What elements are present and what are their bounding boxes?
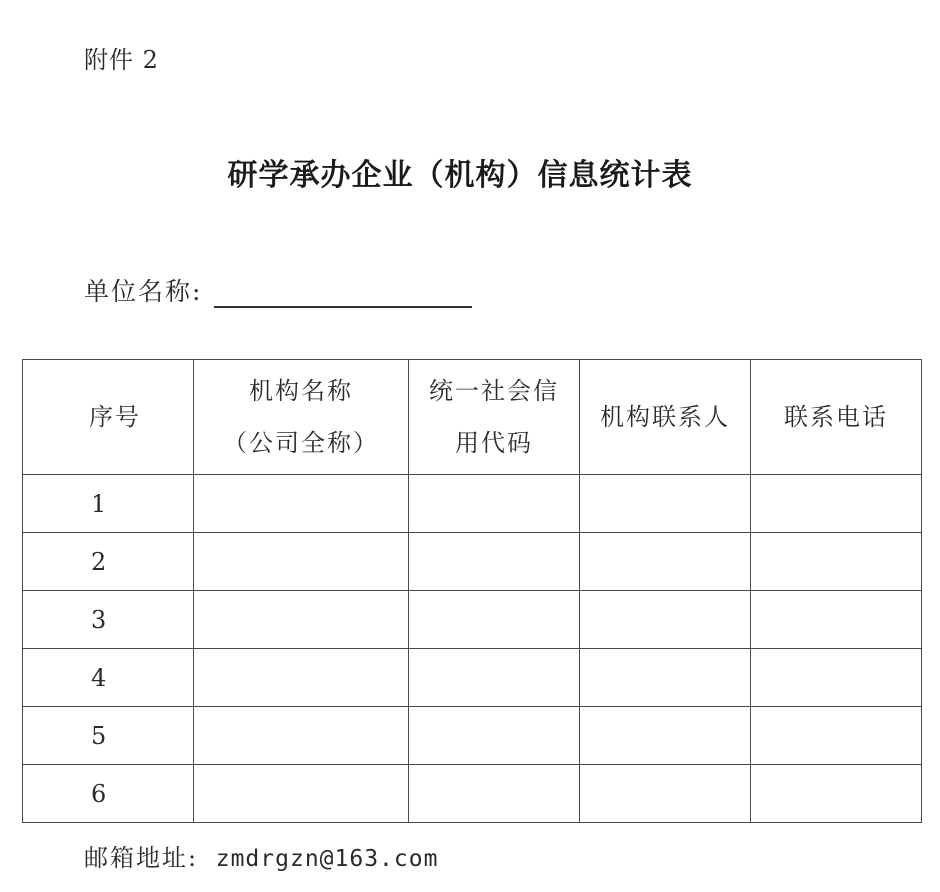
cell-credit-code	[409, 475, 580, 533]
header-org-name	[194, 360, 409, 475]
row-number: 3	[23, 591, 194, 649]
email-row	[84, 838, 438, 873]
attachment-label: 附件 2	[84, 46, 159, 74]
header-serial-number: 序号	[23, 360, 194, 475]
header-credit-code	[409, 360, 580, 475]
cell-credit-code	[409, 533, 580, 591]
table-row	[23, 707, 922, 765]
cell-org-name	[194, 707, 409, 765]
row-number: 4	[23, 649, 194, 707]
cell-phone	[751, 591, 922, 649]
table-row	[23, 475, 922, 533]
cell-contact-person	[580, 475, 751, 533]
table-row	[23, 765, 922, 823]
cell-org-name	[194, 475, 409, 533]
header-phone: 联系电话	[751, 360, 922, 475]
cell-org-name	[194, 765, 409, 823]
unit-name-label: 单位名称:	[84, 277, 203, 306]
table-header-row	[23, 360, 922, 475]
header-credit-code-line2: 用代码	[455, 429, 533, 457]
table-row	[23, 533, 922, 591]
cell-contact-person	[580, 707, 751, 765]
row-number: 2	[23, 533, 194, 591]
cell-phone	[751, 475, 922, 533]
row-number: 5	[23, 707, 194, 765]
cell-contact-person	[580, 591, 751, 649]
cell-phone	[751, 533, 922, 591]
email-label: 邮箱地址:	[84, 844, 199, 872]
cell-org-name	[194, 591, 409, 649]
info-table	[22, 359, 922, 823]
cell-contact-person	[580, 765, 751, 823]
page-title: 研学承办企业（机构）信息统计表	[227, 158, 693, 193]
header-org-name-line2: （公司全称）	[223, 429, 379, 457]
cell-phone	[751, 649, 922, 707]
cell-credit-code	[409, 765, 580, 823]
email-address: zmdrgzn@163.com	[215, 846, 439, 872]
cell-credit-code	[409, 649, 580, 707]
cell-org-name	[194, 649, 409, 707]
table-row	[23, 649, 922, 707]
cell-phone	[751, 765, 922, 823]
cell-credit-code	[409, 591, 580, 649]
row-number: 1	[23, 475, 194, 533]
header-credit-code-line1: 统一社会信	[429, 377, 559, 405]
table-row	[23, 591, 922, 649]
unit-name-row	[84, 272, 472, 308]
header-contact-person: 机构联系人	[580, 360, 751, 475]
unit-name-blank-line	[214, 278, 472, 308]
cell-org-name	[194, 533, 409, 591]
header-org-name-line1: 机构名称	[249, 377, 353, 405]
cell-contact-person	[580, 649, 751, 707]
cell-phone	[751, 707, 922, 765]
cell-credit-code	[409, 707, 580, 765]
row-number: 6	[23, 765, 194, 823]
cell-contact-person	[580, 533, 751, 591]
